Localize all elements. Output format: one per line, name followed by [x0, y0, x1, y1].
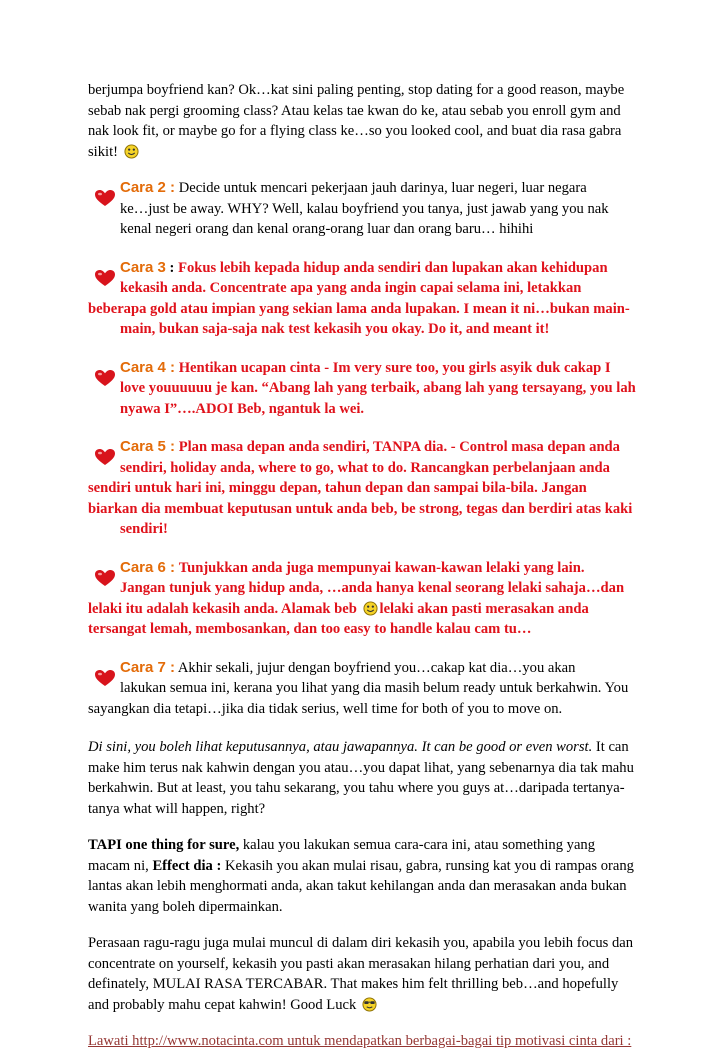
body-text: berkahwin. But at least, you tahu sekarang, you tahu where you guys at…daripada tertanya- — [88, 780, 625, 796]
italic-text: Di sini, you boleh lihat keputusannya, atau jawapannya. It can be good or even worst. — [88, 739, 593, 755]
cara-3 — [88, 258, 648, 340]
body-text: tanya what will happen, right? — [88, 800, 266, 817]
cara-text: kenal negeri orang dan kenal orang-orang luar dan orang baru… hihihi — [120, 221, 534, 237]
cara-text: Akhir sekali, jujur dengan boyfriend you…cakap kat dia…you akan — [177, 659, 576, 676]
cara-label: Cara 3 — [120, 258, 166, 276]
cara-text: Decide untuk mencari pekerjaan jauh darinya, luar negeri, luar negara — [178, 180, 587, 196]
intro-line — [88, 142, 648, 163]
cara-label: Cara 4 : — [120, 358, 176, 376]
intro-paragraph — [88, 80, 648, 162]
cara-label: Cara 5 : — [120, 438, 176, 455]
body-text: and probably mahu cepat kahwin! Good Luck — [88, 996, 357, 1013]
cara-text: biarkan dia membuat keputusan untuk anda beb, be strong, tegas dan berdiri atas kaki — [88, 500, 633, 517]
cara-6 — [88, 558, 648, 640]
cara-text: lelaki itu adalah kekasih anda. Alamak beb — [88, 600, 357, 617]
feelings-paragraph — [88, 933, 648, 1015]
body-text: wanita yang boleh dipermainkan. — [88, 898, 283, 915]
cara-text: tersangat lemah, membosankan, dan too easy to handle kalau cam tu… — [88, 621, 532, 637]
body-text: concentrate on yourself, kekasih you pasti akan merasakan hilang perhatian dari you, and — [88, 955, 610, 972]
bold-text: Effect dia : — [152, 857, 222, 874]
cara-text: sendiri untuk hari ini, minggu depan, tahun depan dan sampai bila-bila. Jangan — [88, 480, 587, 496]
cara-label: Cara 7 : — [120, 658, 176, 676]
result-paragraph — [88, 737, 648, 819]
cara-text: kekasih anda. Concentrate apa yang anda ingin capai selama ini, letakkan — [120, 280, 582, 296]
cara-text: Tunjukkan anda juga mempunyai kawan-kawan lelaki yang lain. — [178, 559, 585, 576]
smiley-icon — [363, 601, 378, 616]
cara-text: main, bukan saja-saja nak test kekasih you okay. Do it, and meant it! — [120, 321, 550, 337]
cara-text: sayangkan dia tetapi…jika dia tidak serius, well time for both of you to move on. — [88, 700, 563, 717]
cara-text: lakukan semua ini, kerana you lihat yang dia masih belum ready untuk berkahwin. You — [120, 680, 629, 696]
intro-line: sebab nak pergi grooming class? Atau kelas tae kwan do ke, atau sebab you enroll gym and — [88, 102, 621, 119]
cara-label: Cara 6 : — [120, 558, 176, 576]
cara-2 — [88, 178, 648, 240]
cara-text: love youuuuuu je kan. “Abang lah yang terbaik, abang lah yang tersayang, you lah — [120, 380, 636, 396]
cara-text: sendiri, holiday anda, where to go, what to do. Rancangkan perbelanjaan anda — [120, 459, 610, 476]
body-text: Perasaan ragu-ragu juga mulai muncul di dalam diri kekasih you, apabila you lebih focus dan — [88, 935, 634, 951]
cara-text: sendiri! — [120, 521, 168, 537]
cara-5 — [88, 437, 648, 540]
cara-text: Hentikan ucapan cinta - Im very sure too, you girls asyik duk cakap I — [178, 359, 611, 376]
bold-text: TAPI one thing for sure, — [88, 837, 240, 853]
cara-text: beberapa gold atau impian yang sekian lama anda lupakan. I mean it ni…bukan main- — [88, 300, 630, 317]
cool-smiley-icon — [362, 997, 377, 1012]
effect-paragraph — [88, 835, 648, 917]
body-text: It can — [595, 739, 629, 755]
heart-icon — [95, 570, 115, 587]
cara-text: nyawa I”….ADOI Beb, ngantuk la wei. — [120, 400, 365, 417]
intro-line: berjumpa boyfriend kan? Ok…kat sini paling penting, stop dating for a good reason, maybe — [88, 82, 625, 98]
heart-icon — [95, 370, 115, 387]
cara-text: Jangan tunjuk yang hidup anda, …anda hanya kenal seorang lelaki sahaja…dan — [120, 580, 625, 596]
intro-text: sikit! — [88, 143, 118, 160]
cara-text: Fokus lebih kepada hidup anda sendiri dan lupakan akan kehidupan — [178, 259, 608, 276]
cara-4 — [88, 358, 648, 420]
body-text: lantas akan lebih menghormati anda, akan takut kehilangan anda dan merasakan anda bukan — [88, 878, 627, 894]
cara-colon: : — [169, 259, 175, 276]
cara-label: Cara 2 : — [120, 179, 176, 196]
cara-text: Plan masa depan anda sendiri, TANPA dia. - Control masa depan anda — [178, 439, 620, 455]
heart-icon — [95, 449, 115, 466]
body-text: macam ni, — [88, 857, 149, 874]
footer-link[interactable]: Lawati http://www.notacinta.com untuk mendapatkan berbagai-bagai tip motivasi cinta dari : — [88, 1033, 632, 1049]
heart-icon — [95, 670, 115, 687]
cara-7 — [88, 658, 648, 720]
document-page — [88, 80, 648, 1052]
body-text: kalau you lakukan semua cara-cara ini, atau something yang — [242, 837, 596, 853]
body-text: definately, MULAI RASA TERCABAR. That makes him felt thrilling beb…and hopefully — [88, 976, 619, 992]
body-text: Kekasih you akan mulai risau, gabra, runsing kat you di rampas orang — [225, 857, 634, 874]
cara-text: lelaki akan pasti merasakan anda — [379, 600, 589, 617]
intro-line: nak look fit, or maybe go for a flying class ke…so you looked cool, and buat dia rasa gabra — [88, 123, 622, 139]
body-text: make him terus nak kahwin dengan you atau…you dapat lihat, yang sebenarnya dia tak mahu — [88, 759, 634, 776]
cara-text: ke…just be away. WHY? Well, kalau boyfriend you tanya, just jawab yang you nak — [120, 200, 609, 217]
heart-icon — [95, 190, 115, 207]
smiley-icon — [124, 144, 139, 159]
heart-icon — [95, 270, 115, 287]
